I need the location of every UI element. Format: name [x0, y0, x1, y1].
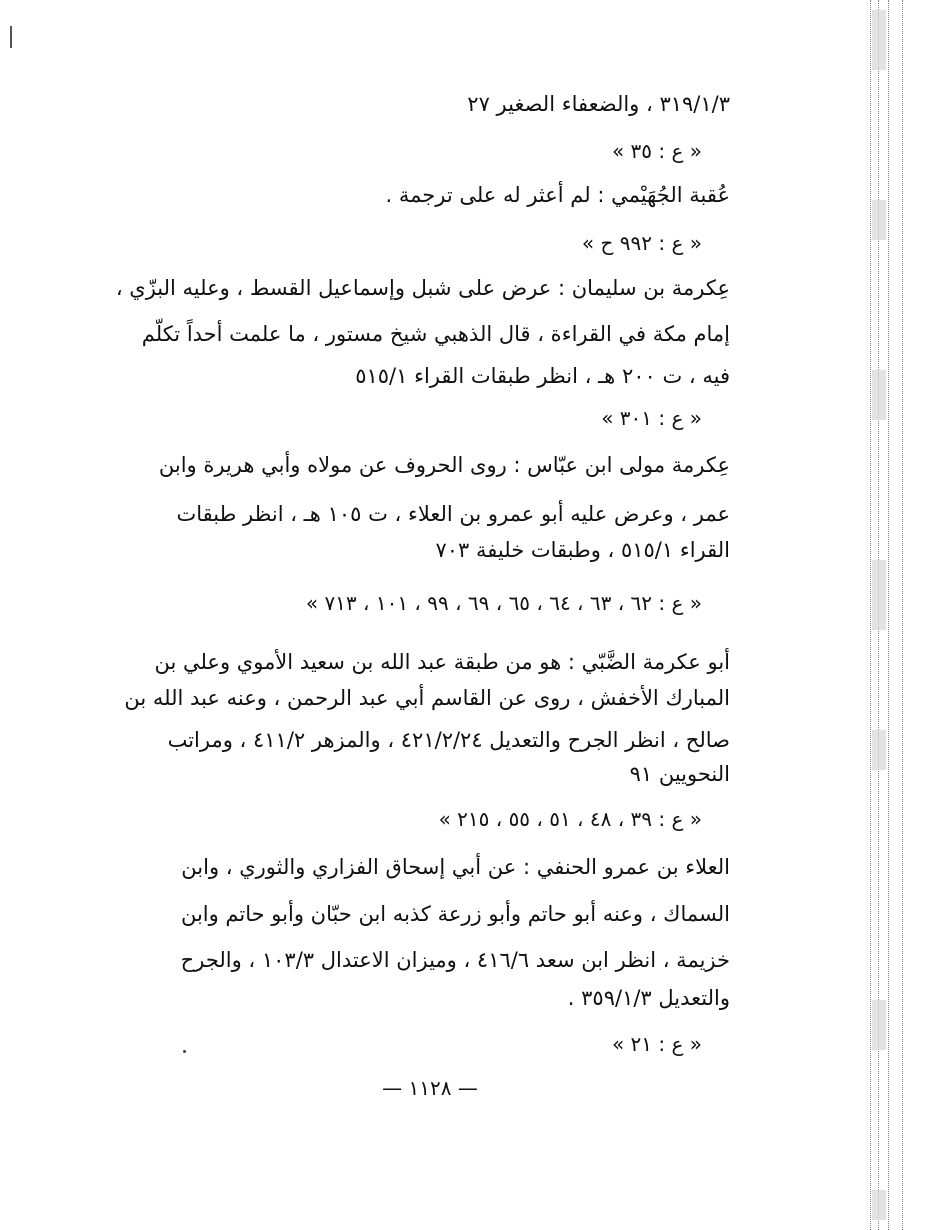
scan-speck	[183, 1050, 186, 1053]
text-line: خزيمة ، انظر ابن سعد ٤١٦/٦ ، وميزان الاعتدال ١٠٣/٣ ، والجرح	[180, 948, 730, 972]
scan-mark	[10, 26, 12, 48]
text-line: والتعديل ٣٥٩/١/٣ .	[567, 986, 730, 1010]
entry-ala-ibn-amr: العلاء بن عمرو الحنفي : عن أبي إسحاق الفزاري والثوري ، وابن	[181, 855, 730, 879]
text-line: ٣١٩/١/٣ ، والضعفاء الصغير ٢٧	[467, 92, 730, 116]
text-line: عمر ، وعرض عليه أبو عمرو بن العلاء ، ت ١٠٥ هـ ، انظر طبقات	[176, 502, 730, 526]
reference-line: « ع : ٦٢ ، ٦٣ ، ٦٤ ، ٦٥ ، ٦٩ ، ٩٩ ، ١٠١ ، ٧١٣ »	[305, 591, 702, 615]
reference-line: « ع : ٣٩ ، ٤٨ ، ٥١ ، ٥٥ ، ٢١٥ »	[438, 807, 702, 831]
entry-ikrima-sulayman: عِكرمة بن سليمان : عرض على شبل وإسماعيل القسط ، وعليه البزّي ،	[115, 276, 730, 300]
text-line: النحويين ٩١	[629, 762, 730, 786]
page-number: — ١١٢٨ —	[382, 1076, 478, 1100]
text-line: صالح ، انظر الجرح والتعديل ٤٢١/٢/٢٤ ، والمزهر ٤١١/٢ ، ومراتب	[167, 728, 730, 752]
entry-ikrima-mawla: عِكرمة مولى ابن عبّاس : روى الحروف عن مولاه وأبي هريرة وابن	[158, 453, 730, 477]
text-line: المبارك الأخفش ، روى عن القاسم أبي عبد الرحمن ، وعنه عبد الله بن	[124, 686, 730, 710]
text-line: القراء ٥١٥/١ ، وطبقات خليفة ٧٠٣	[435, 538, 730, 562]
entry-abu-ikrima: أبو عكرمة الضَّبّي : هو من طبقة عبد الله بن سعيد الأموي وعلي بن	[154, 650, 730, 674]
text-line: إمام مكة في القراءة ، قال الذهبي شيخ مستور ، ما علمت أحداً تكلّم	[141, 322, 730, 346]
reference-line: « ع : ٩٩٢ ح »	[581, 231, 702, 255]
scanned-page-edge	[864, 0, 914, 1230]
text-line: فيه ، ت ٢٠٠ هـ ، انظر طبقات القراء ٥١٥/١	[355, 364, 730, 388]
reference-line: « ع : ٣٠١ »	[601, 406, 702, 430]
entry-uqba: عُقبة الجُهَيْمي : لم أعثر له على ترجمة .	[385, 183, 730, 207]
text-line: السماك ، وعنه أبو حاتم وأبو زرعة كذبه ابن حبّان وأبو حاتم وابن	[180, 902, 730, 926]
reference-line: « ع : ٢١ »	[611, 1032, 702, 1056]
reference-line: « ع : ٣٥ »	[611, 139, 702, 163]
